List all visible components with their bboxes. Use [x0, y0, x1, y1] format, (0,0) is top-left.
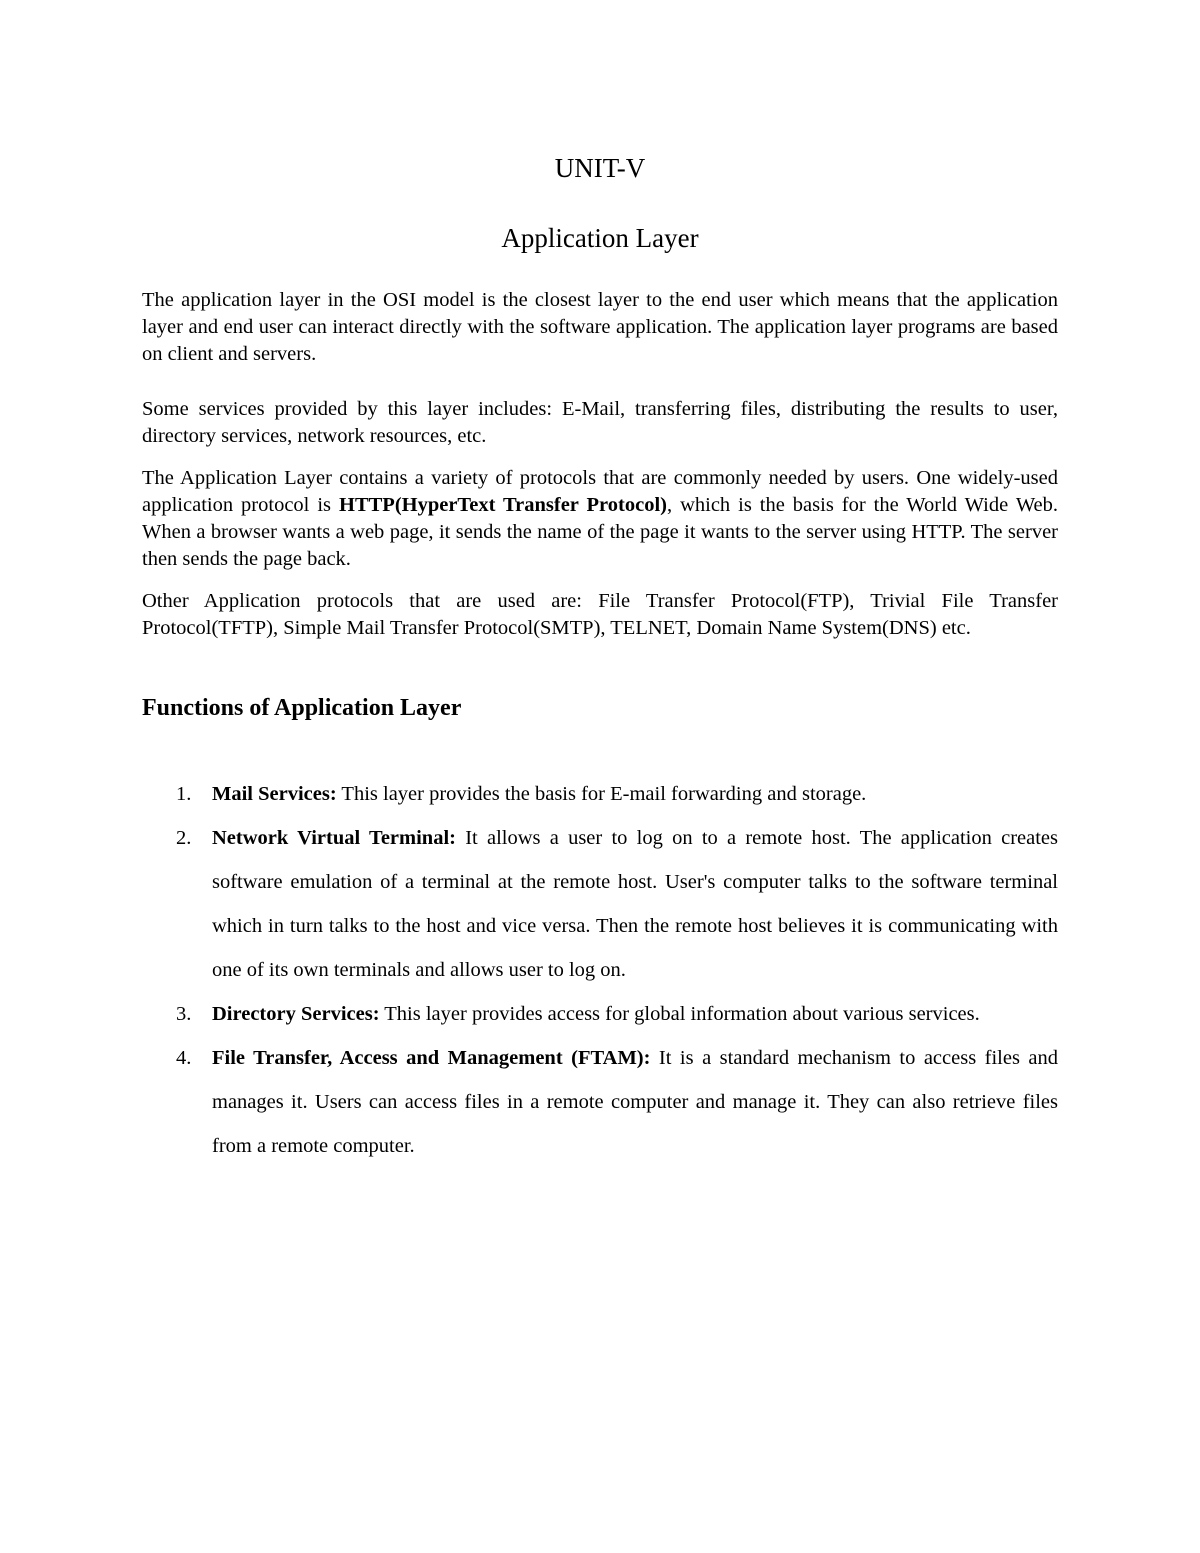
list-item	[142, 772, 1058, 816]
section-heading: Functions of Application Layer	[142, 695, 462, 721]
list-term: Mail Services:	[212, 783, 337, 805]
list-item	[142, 992, 1058, 1036]
http-term: HTTP(HyperText Transfer Protocol)	[339, 494, 667, 516]
intro-paragraph-1: The application layer in the OSI model is the closest layer to the end user which means that the application layer and end user can interact directly with the software application. The application layer programs are based on client and servers.	[142, 289, 1058, 365]
list-number: 3.	[176, 1003, 192, 1025]
list-item	[142, 816, 1058, 992]
chapter-title: Application Layer	[501, 223, 699, 253]
list-term: Network Virtual Terminal:	[212, 827, 456, 849]
intro-paragraph-2: Some services provided by this layer includes: E-Mail, transferring files, distributing the results to user, directory services, network resources, etc.	[142, 398, 1058, 447]
list-number: 1.	[176, 783, 192, 805]
list-item	[142, 1036, 1058, 1168]
list-text: This layer provides access for global information about various services.	[379, 1003, 980, 1025]
functions-list	[142, 772, 1058, 1168]
unit-title: UNIT-V	[554, 153, 646, 183]
list-text: This layer provides the basis for E-mail forwarding and storage.	[336, 783, 867, 805]
list-number: 4.	[176, 1047, 192, 1069]
intro-paragraph-3	[142, 465, 1058, 573]
http-text-after: , which is the basis for the World Wide Web. When a browser wants a web page, it sends the name of the page it wants to the server using HTTP. The server then sends the page back.	[142, 494, 1058, 570]
intro-paragraph-4: Other Application protocols that are used are: File Transfer Protocol(FTP), Trivial File Transfer Protocol(TFTP), Simple Mail Transfer Protocol(SMTP), TELNET, Domain Name System(DNS) etc.	[142, 590, 1058, 639]
list-text: It allows a user to log on to a remote host. The application creates software emulation of a terminal at the remote host. User's computer talks to the software terminal which in turn talks to the host and vice versa. Then the remote host believes it is communicating with one of its own terminals and allows user to log on.	[212, 827, 1058, 981]
list-term: File Transfer, Access and Management (FTAM):	[212, 1047, 651, 1069]
list-text: It is a standard mechanism to access files and manages it. Users can access files in a remote computer and manage it. They can also retrieve files from a remote computer.	[212, 1047, 1059, 1157]
list-number: 2.	[176, 827, 192, 849]
http-text-before: The Application Layer contains a variety of protocols that are commonly needed by users. One widely-used application protocol is	[142, 467, 1058, 516]
list-term: Directory Services:	[212, 1003, 380, 1025]
